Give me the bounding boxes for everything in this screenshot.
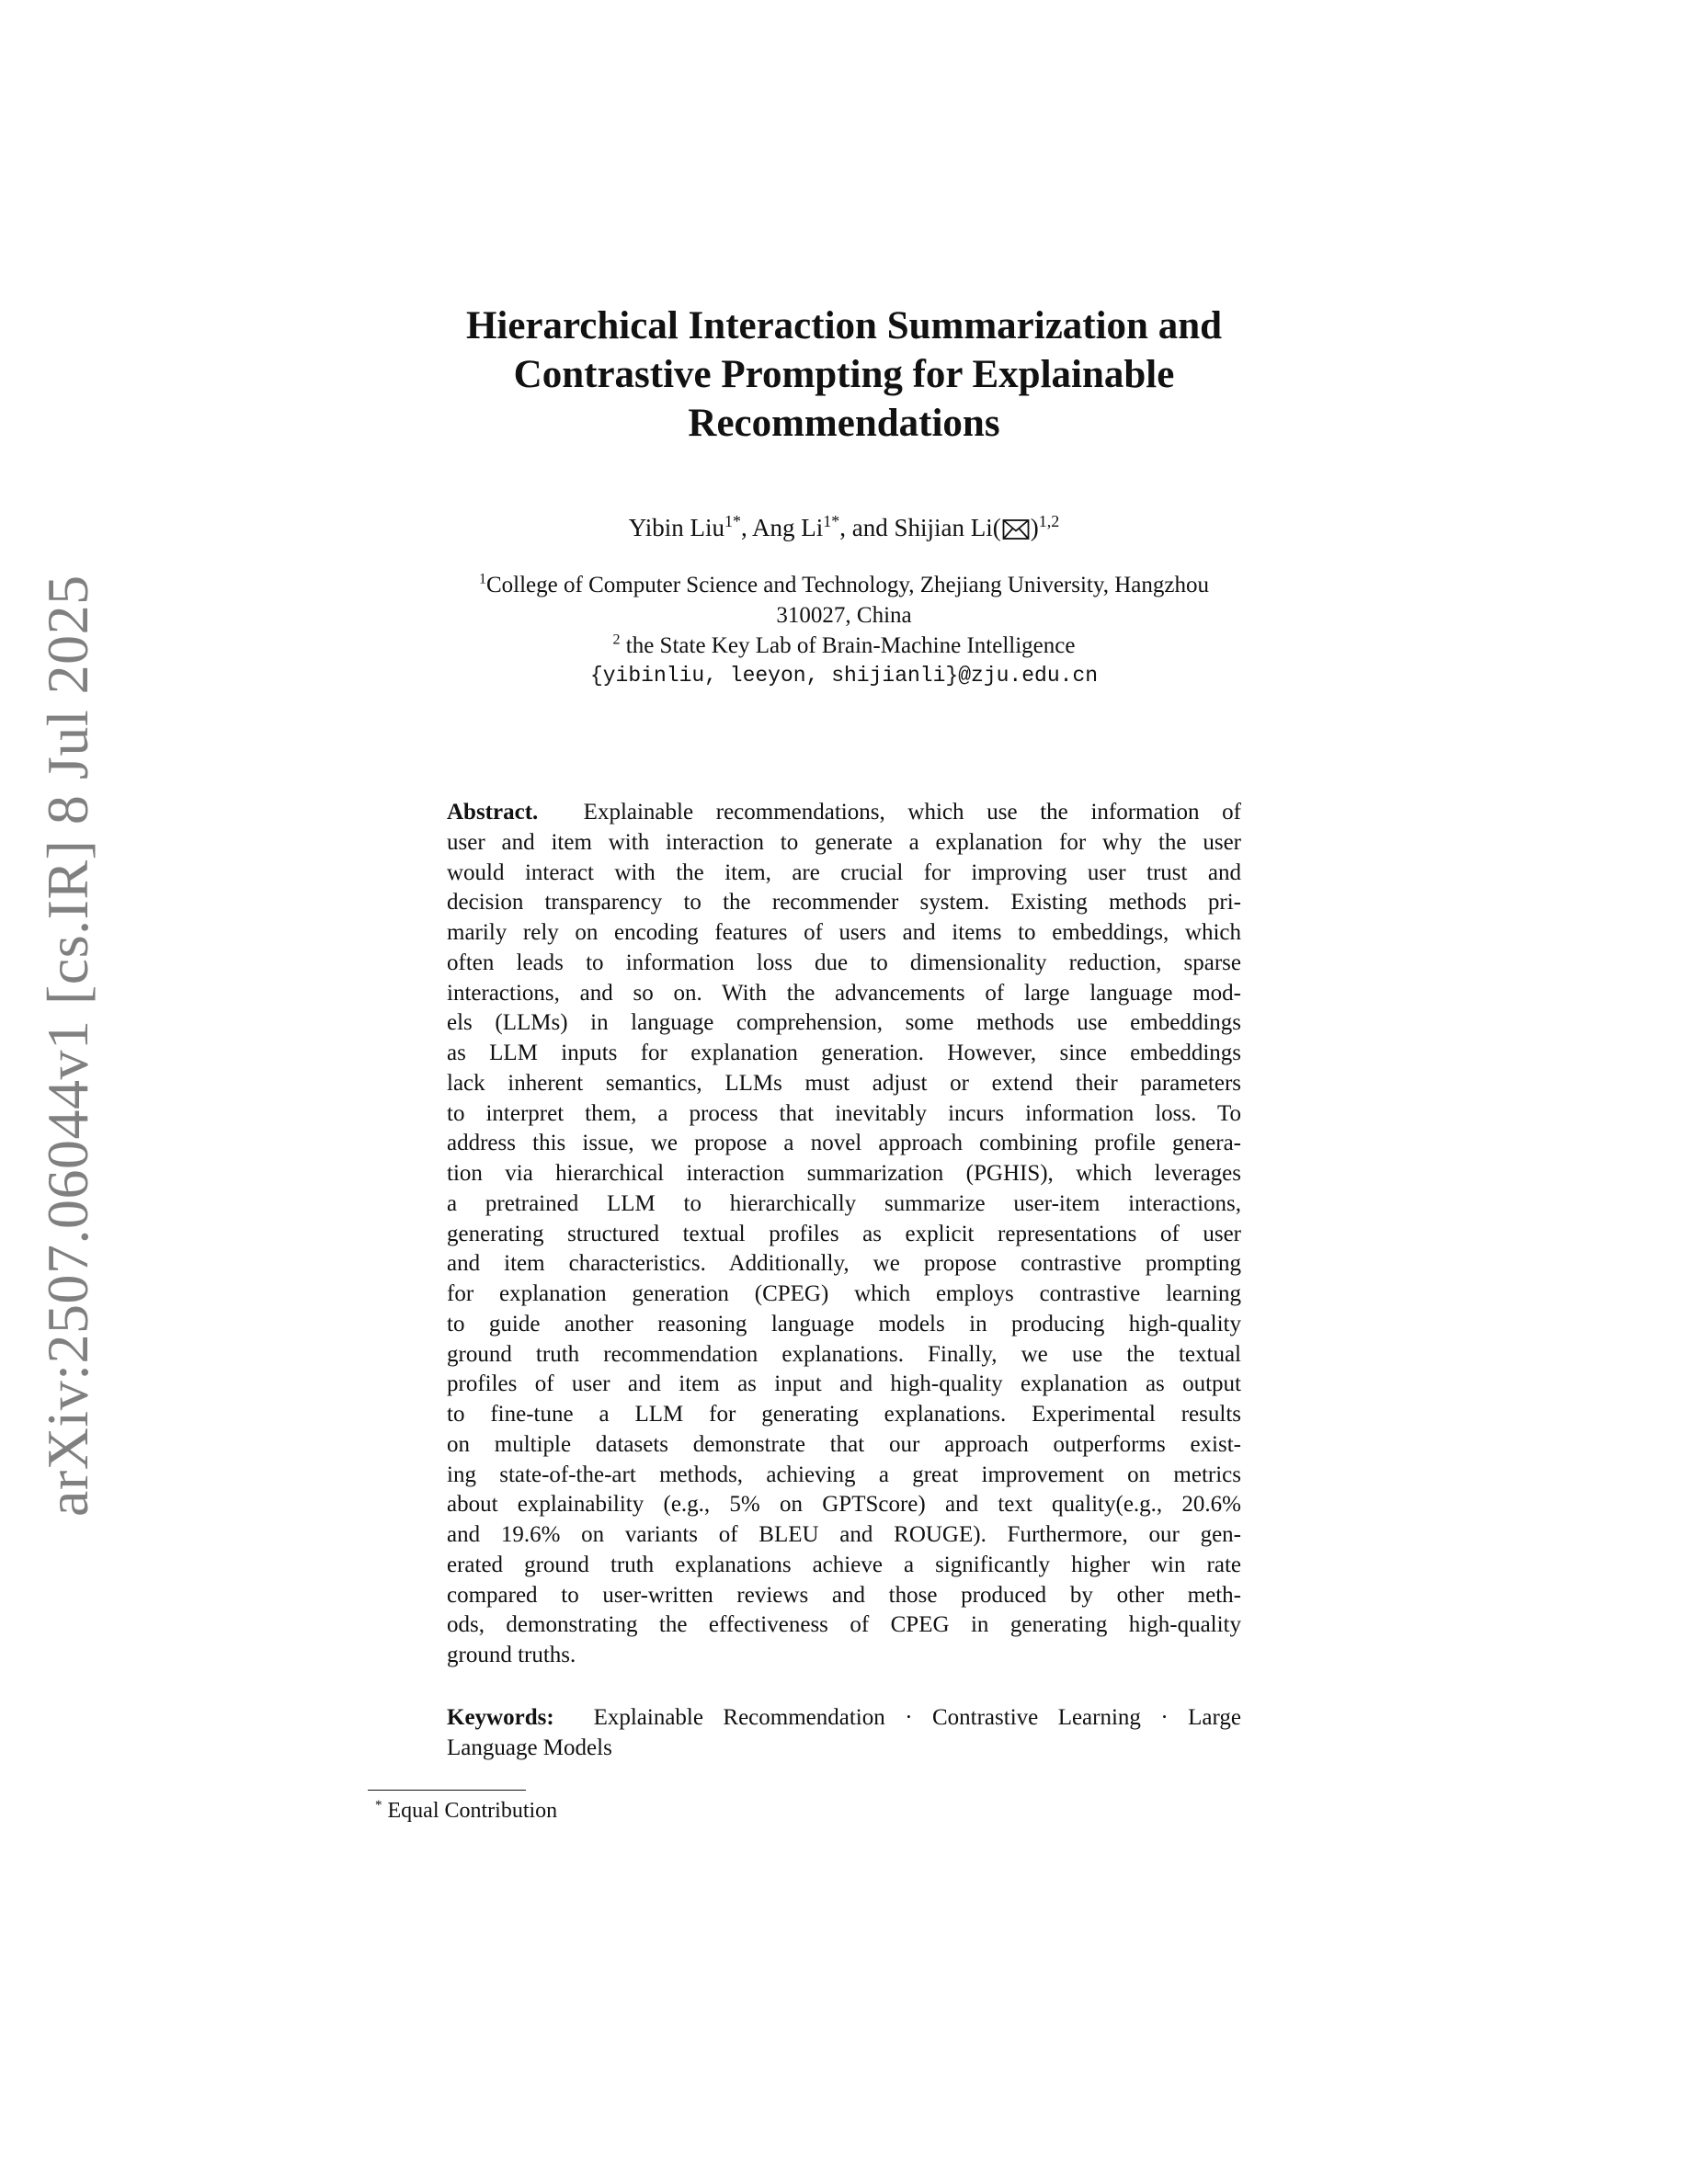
abstract-label: Abstract. bbox=[447, 800, 539, 825]
keywords-label: Keywords: bbox=[447, 1705, 554, 1730]
keywords-text: Explainable Recommendation · Contrastive Learning · Large bbox=[593, 1705, 1241, 1730]
envelope-icon bbox=[1002, 518, 1030, 540]
abstract-line: about explainability (e.g., 5% on GPTScore) and text quality(e.g., 20.6% bbox=[447, 1492, 1241, 1518]
abstract-line: and item characteristics. Additionally, we propose contrastive prompting bbox=[447, 1251, 1241, 1277]
abstract-line: user and item with interaction to generate a explanation for why the user bbox=[447, 829, 1241, 855]
author-affiliation-mark: 1* bbox=[823, 512, 840, 530]
abstract-line: often leads to information loss due to dimensionality reduction, sparse bbox=[447, 950, 1241, 975]
footnote-rule bbox=[368, 1790, 526, 1791]
abstract-line: ods, demonstrating the effectiveness of CPEG in generating high-quality bbox=[447, 1612, 1241, 1638]
abstract-line: marily rely on encoding features of users and items to embeddings, which bbox=[447, 920, 1241, 945]
abstract-line: to fine-tune a LLM for generating explanations. Experimental results bbox=[447, 1402, 1241, 1427]
abstract-line: and 19.6% on variants of BLEU and ROUGE). Furthermore, our gen- bbox=[447, 1522, 1241, 1547]
abstract-line: tion via hierarchical interaction summarization (PGHIS), which leverages bbox=[447, 1161, 1241, 1186]
author-affiliation-mark: 1,2 bbox=[1038, 512, 1060, 530]
title-line: Contrastive Prompting for Explainable bbox=[513, 353, 1175, 396]
abstract-line: els (LLMs) in language comprehension, some methods use embeddings bbox=[447, 1010, 1241, 1036]
affiliation-mark: 2 bbox=[612, 631, 621, 648]
abstract-line: ground truth recommendation explanations. Finally, we use the textual bbox=[447, 1341, 1241, 1367]
affiliation-text: College of Computer Science and Technology, Zhejiang University, Hangzhou bbox=[485, 573, 1209, 597]
affiliation-1 bbox=[331, 570, 1357, 600]
author-separator: , bbox=[741, 514, 753, 541]
abstract-line: ing state-of-the-art methods, achieving a great improvement on metrics bbox=[447, 1462, 1241, 1487]
abstract-line: compared to user-written reviews and those produced by other meth- bbox=[447, 1582, 1241, 1608]
author-affiliation-mark: 1* bbox=[724, 512, 741, 530]
abstract-line bbox=[447, 798, 1241, 828]
affiliation-1-cont: 310027, China bbox=[776, 603, 912, 628]
author-emails[interactable]: {yibinliu, leeyon, shijianli}@zju.edu.cn bbox=[589, 664, 1099, 688]
abstract-line: would interact with the item, are crucial for improving user trust and bbox=[447, 859, 1241, 885]
abstract-line: a pretrained LLM to hierarchically summarize user-item interactions, bbox=[447, 1190, 1241, 1216]
keywords bbox=[447, 1702, 1241, 1763]
affiliation-mark: 1 bbox=[478, 571, 486, 587]
abstract-line: interactions, and so on. With the advancements of large language mod- bbox=[447, 980, 1241, 1006]
abstract-line: profiles of user and item as input and high-quality explanation as output bbox=[447, 1371, 1241, 1397]
author-separator: , and bbox=[839, 514, 895, 541]
abstract-line: on multiple datasets demonstrate that our approach outperforms exist- bbox=[447, 1431, 1241, 1457]
keywords-line bbox=[447, 1702, 1241, 1733]
abstract-line: ground truths. bbox=[447, 1643, 576, 1667]
title-line: Recommendations bbox=[688, 402, 1000, 445]
footnote-text: Equal Contribution bbox=[387, 1799, 558, 1823]
abstract-line: erated ground truth explanations achieve a significantly higher win rate bbox=[447, 1552, 1241, 1577]
title-line: Hierarchical Interaction Summarization and bbox=[465, 304, 1223, 347]
abstract-line: to guide another reasoning language models in producing high-quality bbox=[447, 1311, 1241, 1337]
abstract-line: address this issue, we propose a novel approach combining profile genera- bbox=[447, 1131, 1241, 1156]
abstract-line: generating structured textual profiles as explicit representations of user bbox=[447, 1221, 1241, 1246]
abstract bbox=[447, 798, 1241, 1671]
footnote-mark: * bbox=[375, 1798, 382, 1813]
abstract-line: to interpret them, a process that inevitably incurs information loss. To bbox=[447, 1100, 1241, 1126]
author-name: Yibin Liu bbox=[628, 514, 724, 541]
abstract-line: lack inherent semantics, LLMs must adjust or extend their parameters bbox=[447, 1070, 1241, 1096]
author-name: Shijian Li( bbox=[894, 514, 1001, 541]
abstract-line: for explanation generation (CPEG) which employs contrastive learning bbox=[447, 1281, 1241, 1306]
arxiv-identifier: arXiv:2507.06044v1 [cs.IR] 8 Jul 2025 bbox=[35, 574, 100, 1517]
author-name-close: ) bbox=[1030, 514, 1039, 541]
affiliations bbox=[331, 570, 1357, 691]
author-name: Ang Li bbox=[752, 514, 824, 541]
abstract-line: decision transparency to the recommender system. Existing methods pri- bbox=[447, 890, 1241, 916]
author-list bbox=[331, 511, 1357, 544]
affiliation-2 bbox=[331, 631, 1357, 661]
paper-title bbox=[331, 301, 1357, 448]
abstract-text: Explainable recommendations, which use the information of bbox=[583, 800, 1242, 825]
keywords-line: Language Models bbox=[447, 1735, 612, 1760]
affiliation-text: the State Key Lab of Brain-Machine Intelligence bbox=[620, 633, 1076, 658]
abstract-line: as LLM inputs for explanation generation. However, since embeddings bbox=[447, 1041, 1241, 1065]
footnote bbox=[375, 1796, 557, 1826]
